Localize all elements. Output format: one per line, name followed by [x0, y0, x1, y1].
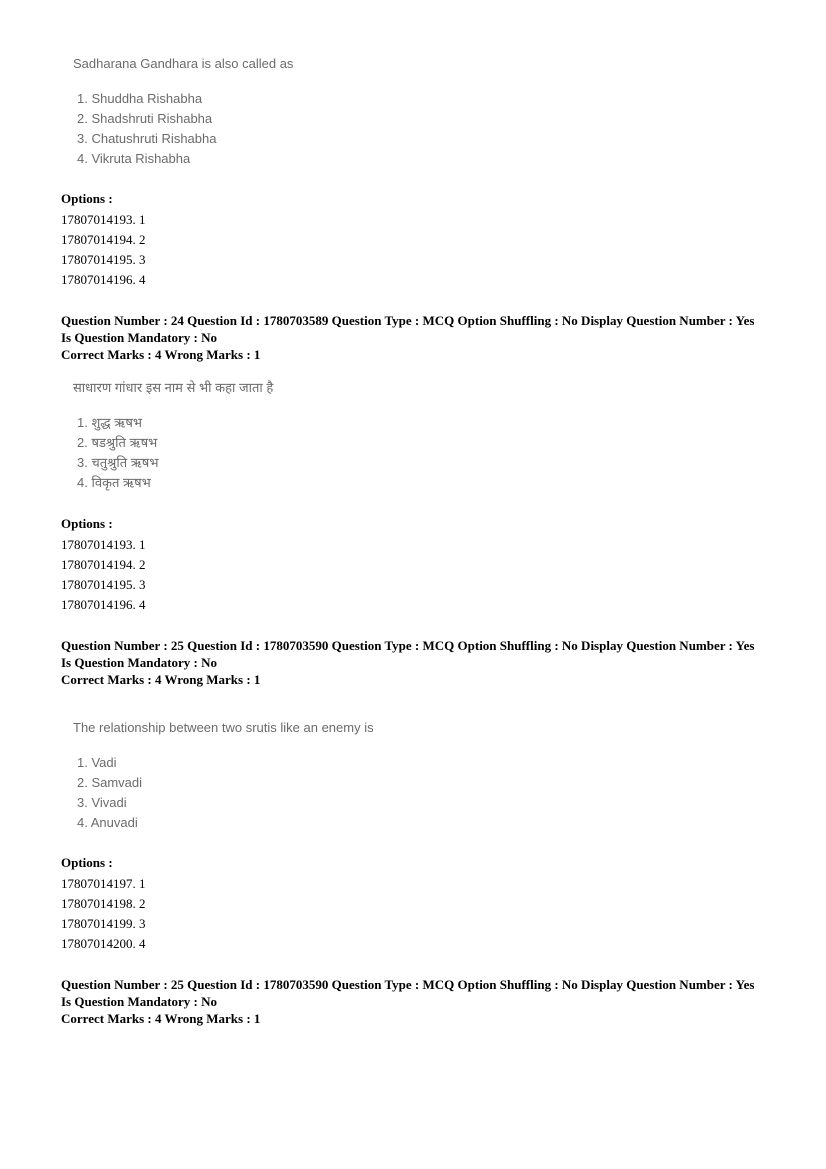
- options-block-24: [61, 515, 146, 615]
- question-marks-line: Correct Marks : 4 Wrong Marks : 1: [61, 347, 261, 362]
- question-image-23: [73, 56, 293, 169]
- answer-item: 1. Vadi: [77, 755, 117, 770]
- answer-item: 3. चतुश्रुति ऋषभ: [77, 455, 159, 470]
- question-stem: साधारण गांधार इस नाम से भी कहा जाता है: [73, 380, 274, 395]
- answer-list: [77, 753, 374, 833]
- answer-item: 2. Samvadi: [77, 775, 143, 790]
- option-row: 17807014198. 2: [61, 896, 146, 911]
- answer-item: 1. शुद्ध ऋषभ: [77, 415, 143, 430]
- answer-item: 4. विकृत ऋषभ: [77, 475, 151, 490]
- question-marks-line: Correct Marks : 4 Wrong Marks : 1: [61, 672, 261, 687]
- option-row: 17807014196. 4: [61, 597, 146, 612]
- answer-item: 2. षडश्रुति ऋषभ: [77, 435, 158, 450]
- answer-item: 3. Vivadi: [77, 795, 127, 810]
- question-image-24: [73, 380, 273, 493]
- answer-list: [77, 89, 293, 169]
- options-label: Options :: [61, 855, 113, 870]
- answer-item: 1. Shuddha Rishabha: [77, 91, 203, 106]
- question-mandatory-line: Is Question Mandatory : No: [61, 330, 218, 345]
- option-row: 17807014194. 2: [61, 557, 146, 572]
- question-meta-25: [61, 637, 776, 688]
- answer-item: 4. Vikruta Rishabha: [77, 151, 191, 166]
- question-meta-line: Question Number : 25 Question Id : 1780703590 Question Type : MCQ Option Shuffling : No Display Question Number : Yes: [61, 977, 755, 992]
- option-row: 17807014195. 3: [61, 252, 146, 267]
- option-row: 17807014200. 4: [61, 936, 146, 951]
- question-meta-line: Question Number : 24 Question Id : 1780703589 Question Type : MCQ Option Shuffling : No Display Question Number : Yes: [61, 313, 755, 328]
- option-row: 17807014194. 2: [61, 232, 146, 247]
- answer-item: 3. Chatushruti Rishabha: [77, 131, 217, 146]
- option-row: 17807014199. 3: [61, 916, 146, 931]
- answer-list: [77, 413, 273, 493]
- options-block-25: [61, 854, 146, 954]
- question-image-25: [73, 720, 374, 833]
- question-stem: The relationship between two srutis like an enemy is: [73, 720, 374, 735]
- question-meta-25-repeat: [61, 976, 776, 1027]
- option-row: 17807014193. 1: [61, 537, 146, 552]
- options-block-23: [61, 190, 146, 290]
- question-mandatory-line: Is Question Mandatory : No: [61, 655, 218, 670]
- question-stem: Sadharana Gandhara is also called as: [73, 56, 294, 71]
- answer-item: 4. Anuvadi: [77, 815, 138, 830]
- question-mandatory-line: Is Question Mandatory : No: [61, 994, 218, 1009]
- option-row: 17807014195. 3: [61, 577, 146, 592]
- question-meta-24: [61, 312, 776, 363]
- answer-item: 2. Shadshruti Rishabha: [77, 111, 213, 126]
- option-row: 17807014193. 1: [61, 212, 146, 227]
- question-meta-line: Question Number : 25 Question Id : 1780703590 Question Type : MCQ Option Shuffling : No Display Question Number : Yes: [61, 638, 755, 653]
- options-label: Options :: [61, 191, 113, 206]
- option-row: 17807014196. 4: [61, 272, 146, 287]
- options-label: Options :: [61, 516, 113, 531]
- question-marks-line: Correct Marks : 4 Wrong Marks : 1: [61, 1011, 261, 1026]
- option-row: 17807014197. 1: [61, 876, 146, 891]
